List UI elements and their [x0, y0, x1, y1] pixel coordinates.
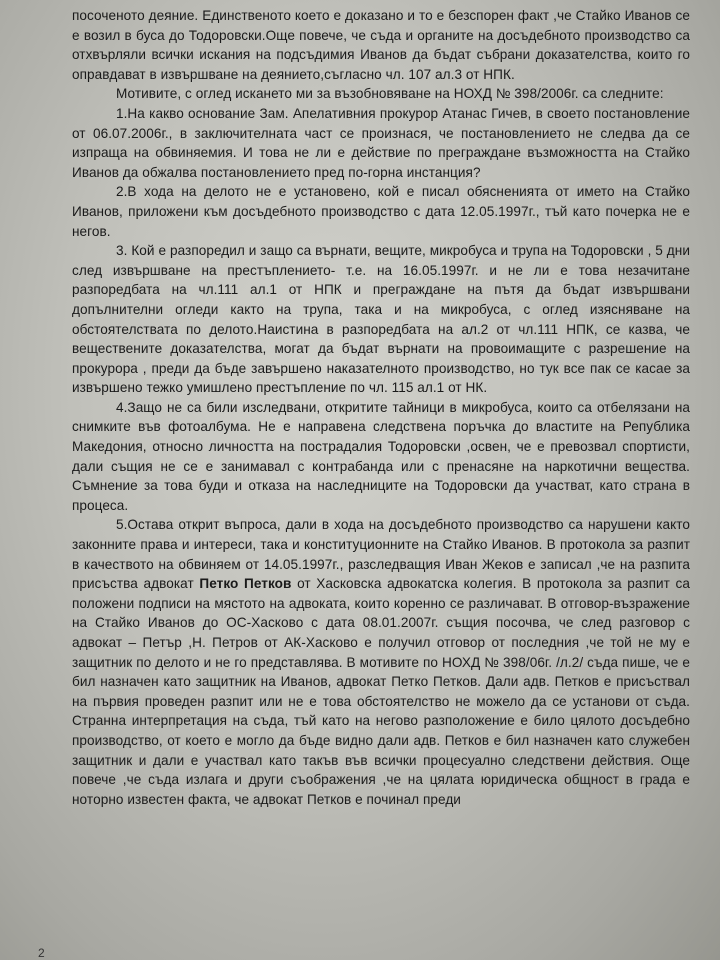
paragraph-point-5-part-1: 5.Остава открит въпроса, дали в хода на досъдебното производство са нарушени както законните права и интереси, така и конституционните на Стайко Иванов. В протокола за разпит в качеството на обвиняем от 14.05.1997г., разследващия Иван Жеков е записал ,че на разпита присъства адвокат — [72, 517, 690, 592]
paragraph-motives: Мотивите, с оглед искането ми за възобновяване на НОХД № 398/2006г. са следните: — [116, 86, 664, 102]
paragraph-point-1: 1.На какво основание Зам. Апелативния прокурор Атанас Гичев, в своето постановление от 06.07.2006г., в заключителната част се произнася, че постановлението не следва да се изпраща на обвиняемия. И това не ли е действие по преграждане възможността на Стайко Иванов да обжалва постановлението пред по-горна инстанция? — [72, 105, 690, 180]
paragraph-point-4: 4.Защо не са били изследвани, откритите тайници в микробуса, които са отбелязани на снимките във фотоалбума. Не е направена следствена поръчка до властите на Република Македония, относно личността на пострадалия Тодоровски ,освен, че е превозвал спортисти, дали същия не се е занимавал с контрабанда или с пренасяне на наркотични вещества. Съмнение за това буди и отказа на наследниците на Тодоровски да участват, като страна в процеса. — [72, 399, 690, 513]
paragraph-point-2: 2.В хода на делото не е установено, кой е писал обясненията от името на Стайко Иванов, приложени към досъдебното производство с дата 12.05.1997г., тъй като почерка не е негов. — [72, 184, 690, 239]
paragraph-point-5-part-2: от Хасковска адвокатска колегия. В протокола за разпит са положени подписи на мястото на адвоката, които коренно се различават. В отговор-възражение на Стайко Иванов до ОС-Хасково с дата 08.01.2007г. същия посочва, че след разговор с адвокат – Петър ,Н. Петров от АК-Хасково е получил отговор от последния ,че той не му е защитник по делото и не го представлява. В мотивите по НОХД № 398/06г. /л.2/ съда пише, че е бил назначен като защитник на Иванов, адвокат Петко Петков. Дали адв. Петков е присъствал на първия проведен разпит или не е това обстоятелство не можело да се установи от съда. Странна интерпретация на съда, тъй като на негово разположение е било цялото досъдебно производство, от което е могло да бъде видно дали адв. Петков е бил назначен като служебен защитник и дали е участвал като такъв във всички процесуално следствени действия. Още повече ,че съда излага и други съображения ,че на цялата юридическа общност в града е нотoрно известен факта, че адвокат Петков е починал преди — [72, 576, 690, 807]
page-number: 2 — [38, 946, 45, 960]
paragraph-point-3: 3. Кой е разпоредил и защо са върнати, вещите, микробуса и трупа на Тодоровски , 5 дни след извършване на престъплението- т.е. на 16.05.1997г. и не ли е това незачитане разпоредбата на чл.111 ал.1 от НПК и преграждане на пътя да бъдат извършвани допълнителни огледи както на трупа, така и на микробуса, с оглед изясняване на обстоятелствата по делото.Наистина в разпоредбата на ал.2 от чл.111 НПК, се казва, че веществените доказателства, могат да бъдат върнати на провоимащите с разрешение на прокурора , преди да бъде завършено наказателното производство, но тук все пак се касае за извършено тежко умишлено престъпление по чл. 115 ал.1 от НК. — [72, 243, 690, 396]
paragraph-point-5 — [72, 515, 690, 809]
document-body — [72, 6, 690, 809]
paragraph-intro: посоченото деяние. Единственото което е доказано и то е безспорен факт ,че Стайко Иванов се е возил в буса до Тодоровски.Още повече, че съда и органите на досъдебното производство са отхвърляли всички искания на подсъдимия Иванов да бъдат събрани доказателства, които го оправдават в извършване на деянието,съгласно чл. 107 ал.3 от НПК. — [72, 8, 690, 82]
lawyer-name-bold: Петко Петков — [199, 576, 292, 592]
